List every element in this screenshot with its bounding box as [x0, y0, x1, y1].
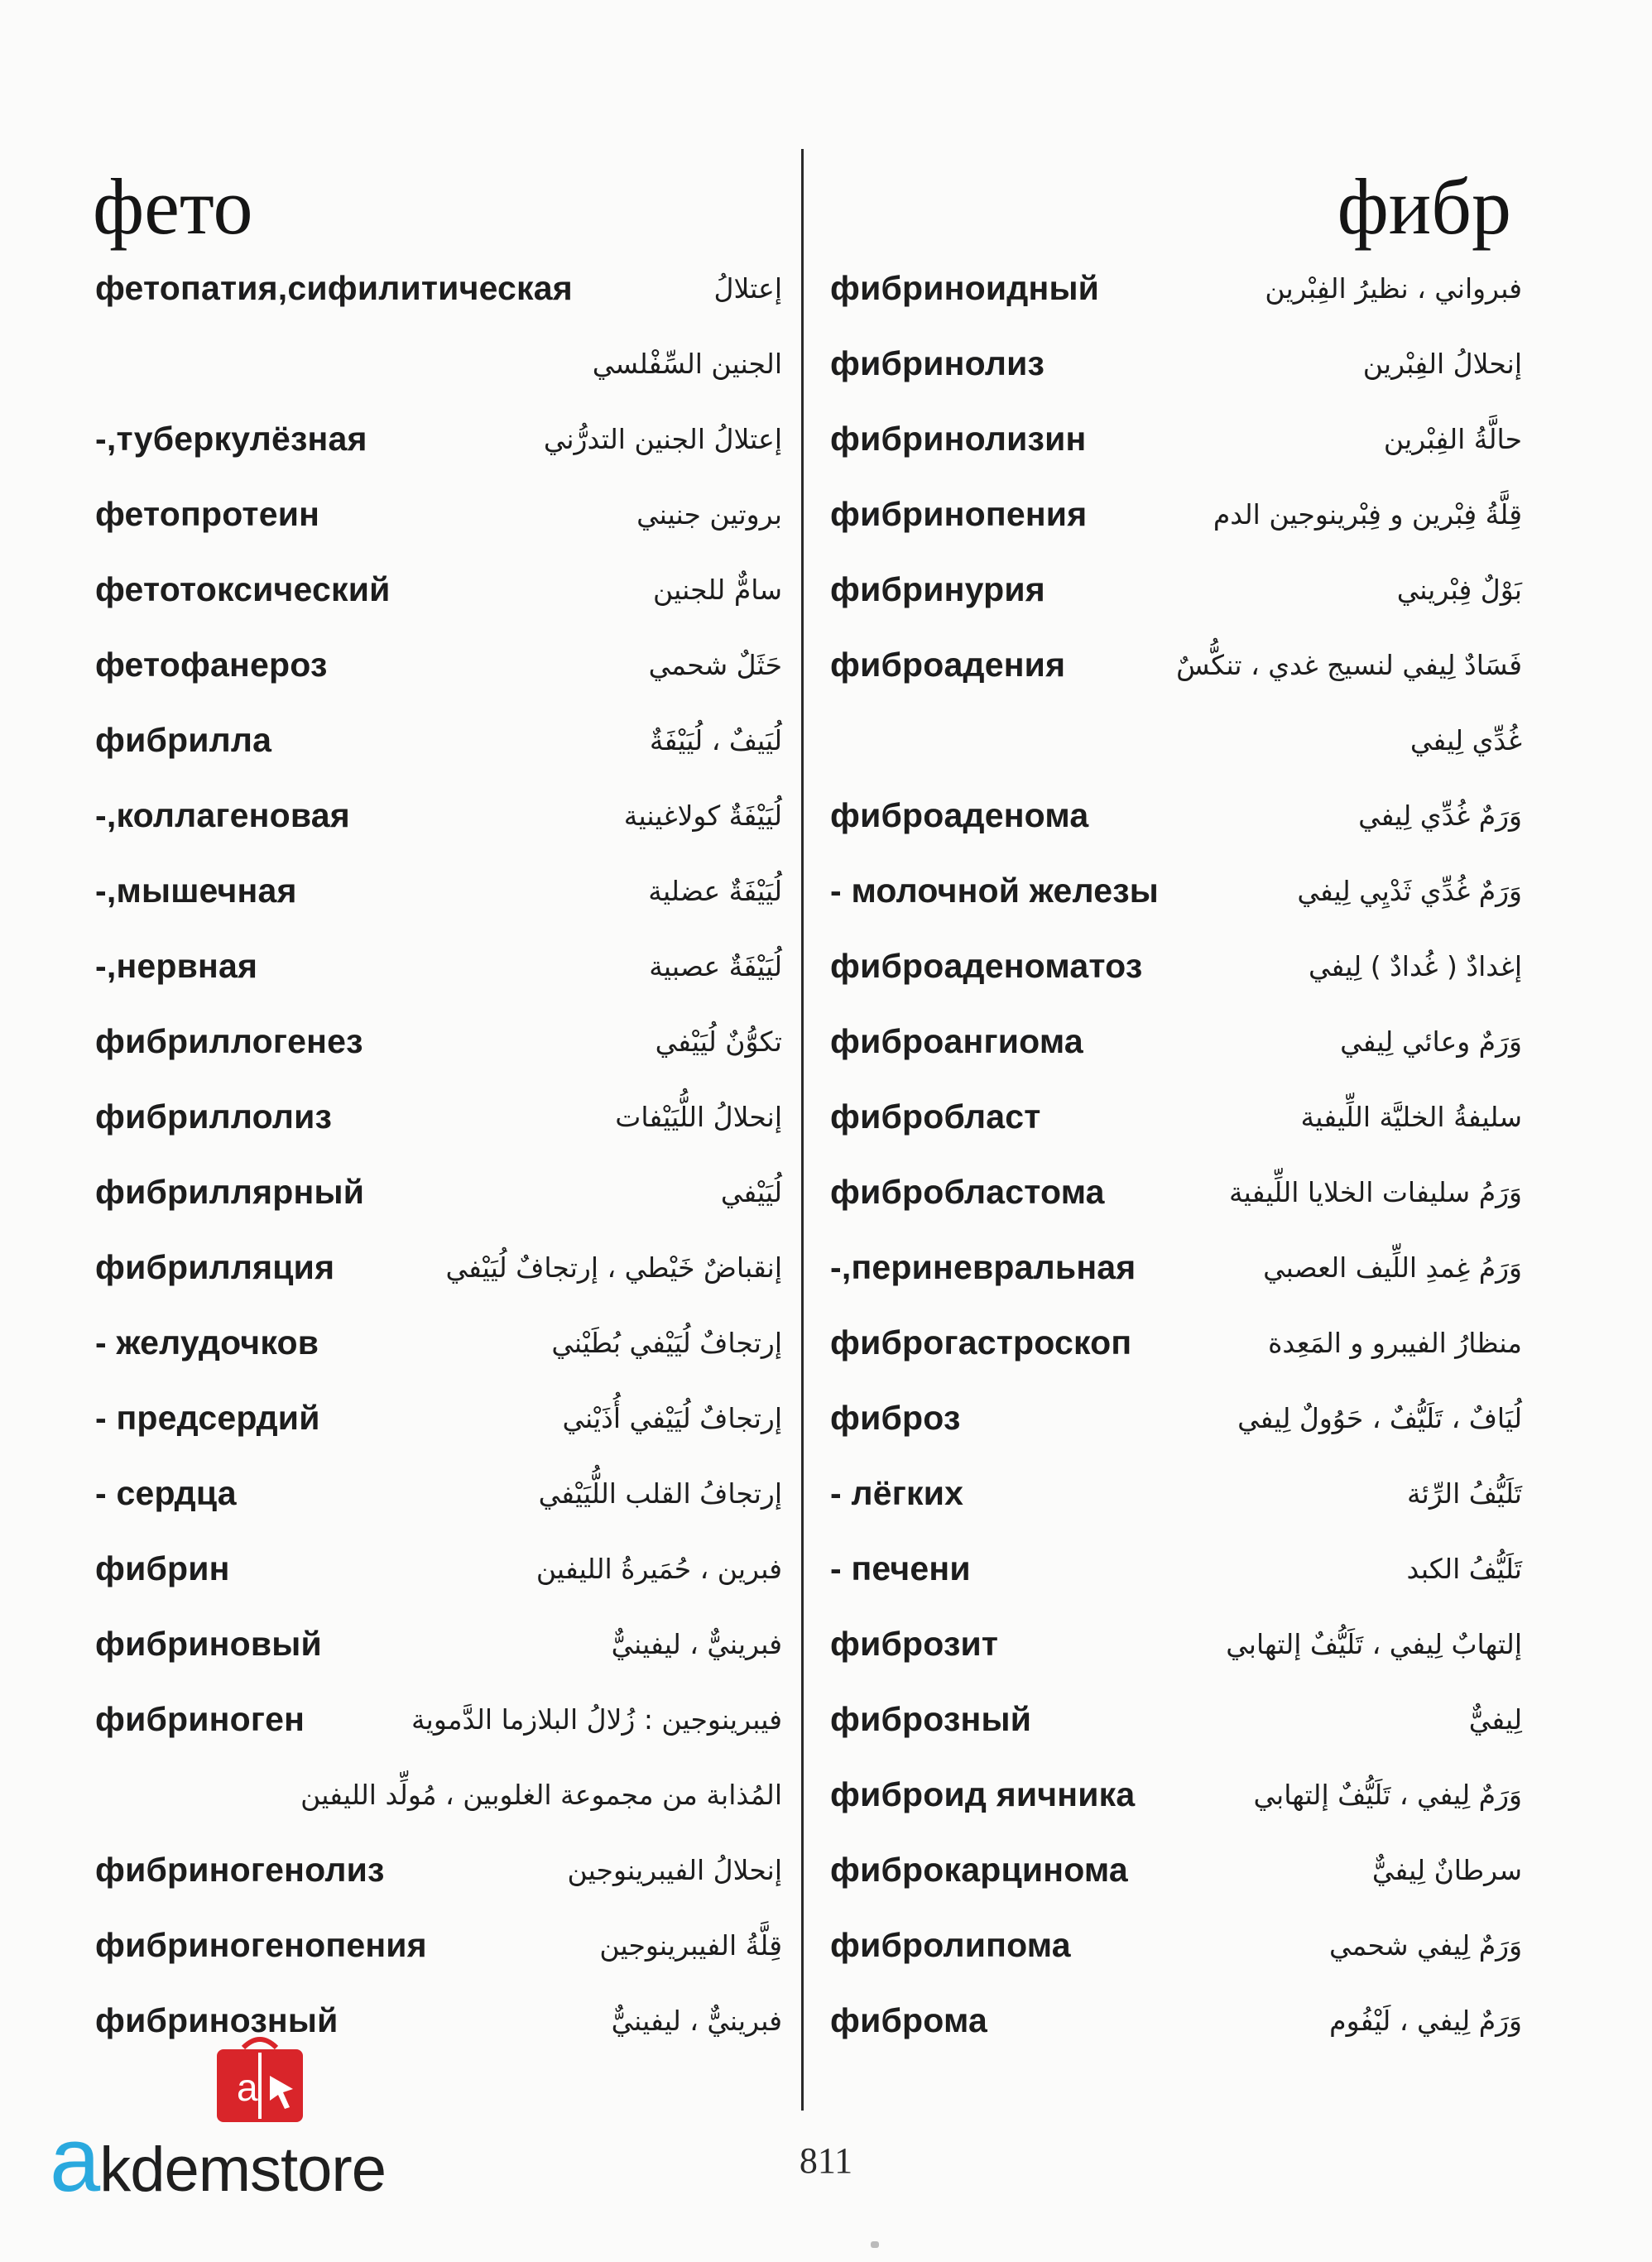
arabic-translation: سامٌّ للجنين [653, 574, 782, 606]
russian-term: фибрилляция [95, 1248, 335, 1286]
arabic-translation: منظارُ الفيبرو و المَعِدة [1268, 1327, 1522, 1359]
arabic-translation: لِيفيٌّ [1468, 1703, 1522, 1736]
arabic-translation: غُدِّي لِيفي [1409, 724, 1522, 756]
russian-term: фибриллярный [95, 1173, 365, 1211]
arabic-translation: إعتلالُ الجنين التدرُّني [543, 423, 782, 455]
dictionary-entry [95, 1832, 782, 1908]
russian-term: фетофанероз [95, 646, 328, 684]
dictionary-entry [830, 778, 1522, 853]
russian-term: фетопротеин [95, 495, 320, 533]
russian-term: фибринолиз [830, 344, 1045, 382]
russian-term: фиброаденома [830, 796, 1089, 834]
arabic-translation: إنحلالُ اللُّيَيْفات [615, 1101, 782, 1133]
store-logo [50, 2036, 497, 2218]
dictionary-entry [95, 929, 782, 1004]
arabic-translation: إلتهابٌ لِيفي ، تَلَيُّفٌ إلتهابي [1226, 1628, 1522, 1660]
dictionary-entry [95, 1606, 782, 1682]
arabic-translation: إرتجافٌ لُيَيْفي بُطَيْني [551, 1327, 782, 1359]
dictionary-entry [95, 703, 782, 778]
russian-term: фиброма [830, 2001, 987, 2039]
arabic-translation: تكوُّنٌ لُيَيْفي [655, 1025, 782, 1058]
arabic-translation: وَرَمٌ لِيفي ، لَيْفُوم [1329, 2005, 1522, 2037]
dictionary-entry [830, 1155, 1522, 1230]
left-column [95, 251, 782, 2058]
dictionary-entry [95, 1682, 782, 1757]
arabic-translation: إعتلالُ [713, 272, 782, 305]
russian-term: фибролипома [830, 1926, 1071, 1964]
arabic-translation: وَرَمٌ غُدِّي لِيفي [1358, 800, 1522, 832]
russian-term: -,мышечная [95, 872, 297, 910]
russian-term: фиброз [830, 1399, 961, 1437]
dictionary-entry [95, 477, 782, 552]
arabic-translation: وَرَمٌ وعائي لِيفي [1340, 1025, 1522, 1058]
logo-wordmark [50, 2109, 386, 2211]
dictionary-entry [830, 401, 1522, 477]
russian-term: фиброкарцинома [830, 1851, 1128, 1889]
arabic-translation: إرتجافُ القلب اللُّيَيْفي [538, 1477, 782, 1510]
arabic-translation: فبرينيٌّ ، ليفينيٌّ [611, 1628, 782, 1660]
column-divider [801, 149, 804, 2111]
dictionary-entry [95, 1456, 782, 1531]
russian-term: фетопатия,сифилитическая [95, 269, 573, 307]
russian-term: фиброзит [830, 1625, 999, 1663]
russian-term: -,туберкулёзная [95, 420, 367, 458]
russian-term: - лёгких [830, 1474, 964, 1512]
russian-term: -,периневральная [830, 1248, 1136, 1286]
dictionary-entry [830, 1908, 1522, 1983]
dictionary-entry [830, 853, 1522, 929]
russian-term: фибринопения [830, 495, 1088, 533]
dictionary-entry [830, 552, 1522, 627]
dictionary-entry [830, 627, 1522, 703]
dictionary-entry [95, 1155, 782, 1230]
russian-term: фиброгастроскоп [830, 1323, 1132, 1362]
russian-term: фибрилла [95, 721, 272, 759]
arabic-translation: لُيَافٌ ، تَلَيُّفٌ ، حَوُولٌ لِيفي [1237, 1402, 1522, 1434]
dictionary-entry [95, 552, 782, 627]
arabic-translation: سرطانٌ لِيفيٌّ [1371, 1854, 1522, 1886]
dictionary-entry [95, 326, 782, 401]
dictionary-entry [830, 929, 1522, 1004]
arabic-translation: وَرَمُ سليفات الخلايا اللِّيفية [1228, 1176, 1522, 1208]
russian-term: - сердца [95, 1474, 237, 1512]
russian-term: -,нервная [95, 947, 258, 985]
dictionary-entry [95, 627, 782, 703]
russian-term: - желудочков [95, 1323, 319, 1362]
russian-term: фибриновый [95, 1625, 322, 1663]
dictionary-entry [95, 853, 782, 929]
arabic-translation: إنقباضٌ خَيْطي ، إرتجافٌ لُيَيْفي [445, 1251, 782, 1284]
right-column [830, 251, 1522, 2058]
russian-term: фибриноидный [830, 269, 1100, 307]
arabic-translation: لُيَيْفي [720, 1176, 782, 1208]
arabic-translation: فبرينيٌّ ، ليفينيٌّ [611, 2005, 782, 2037]
arabic-translation: سليفةُ الخليَّة اللِّيفية [1300, 1101, 1522, 1133]
arabic-translation: قِلَّةُ الفيبرينوجين [599, 1929, 782, 1962]
right-header-word: фибр [1337, 162, 1511, 251]
dictionary-entry [830, 1230, 1522, 1305]
russian-term: фибриллолиз [95, 1097, 333, 1136]
arabic-translation: لُيَيْفَةٌ كولاغينية [623, 800, 782, 832]
logo-text-rest: kdemstore [99, 2135, 386, 2205]
russian-term: фибриноген [95, 1700, 305, 1738]
arabic-translation: حالَّةُ الفِبْرين [1383, 423, 1522, 455]
dictionary-entry [830, 1456, 1522, 1531]
dictionary-entry [95, 778, 782, 853]
dictionary-entry [830, 1606, 1522, 1682]
arabic-translation: حَثَلٌ شحمي [648, 649, 782, 681]
arabic-translation: إنحلالُ الفِبْرين [1362, 348, 1522, 380]
dictionary-entry [95, 1305, 782, 1381]
dictionary-entry [95, 1004, 782, 1079]
russian-term: фиброаденоматоз [830, 947, 1143, 985]
scan-speck [871, 2241, 879, 2248]
arabic-translation: وَرَمُ غِمدِ اللِّيف العصبي [1263, 1251, 1522, 1284]
arabic-translation: إنحلالُ الفيبرينوجين [567, 1854, 782, 1886]
dictionary-entry [830, 1983, 1522, 2058]
russian-term: фибриногенопения [95, 1926, 427, 1964]
russian-term: фиброадения [830, 646, 1066, 684]
dictionary-entry [830, 477, 1522, 552]
page-number: 811 [799, 2140, 853, 2181]
russian-term: фиброзный [830, 1700, 1032, 1738]
arabic-translation: المُذابة من مجموعة الغلوبين ، مُولِّد الليفين [300, 1779, 782, 1811]
dictionary-entry [95, 1757, 782, 1832]
dictionary-entry [95, 1230, 782, 1305]
russian-term: фибробласт [830, 1097, 1041, 1136]
arabic-translation: لُيَيْفَةٌ عضلية [648, 875, 782, 907]
russian-term: - предсердий [95, 1399, 320, 1437]
dictionary-entry [830, 1832, 1522, 1908]
dictionary-entry [830, 326, 1522, 401]
dictionary-entry [95, 1079, 782, 1155]
dictionary-entry [95, 401, 782, 477]
left-header-word: фето [93, 162, 253, 251]
dictionary-entry [830, 1757, 1522, 1832]
arabic-translation: قِلَّةُ فِبْرين و فِبْرينوجين الدم [1213, 498, 1522, 531]
arabic-translation: فَسَادٌ لِيفي لنسيج غدي ، تنكُّسٌ [1176, 649, 1522, 681]
russian-term: фибрин [95, 1549, 230, 1587]
dictionary-entry [830, 1682, 1522, 1757]
arabic-translation: الجنين السِّفْلسي [592, 348, 782, 380]
dictionary-entry [830, 1381, 1522, 1456]
dictionary-entry [95, 1381, 782, 1456]
logo-icon-letter: a [237, 2066, 258, 2109]
dictionary-entry [830, 1079, 1522, 1155]
russian-term: фетотоксический [95, 570, 391, 608]
russian-term: - молочной железы [830, 872, 1160, 910]
arabic-translation: فيبرينوجين : زُلالُ البلازما الدَّموية [411, 1703, 782, 1736]
russian-term: фибринурия [830, 570, 1045, 608]
dictionary-entry [95, 1531, 782, 1606]
dictionary-entry [830, 1305, 1522, 1381]
russian-term: фиброид яичника [830, 1775, 1136, 1813]
arabic-translation: وَرَمٌ لِيفي ، تَلَيُّفٌ إلتهابي [1253, 1779, 1522, 1811]
arabic-translation: إرتجافٌ لُيَيْفي أُذَيْني [562, 1402, 782, 1434]
russian-term: фибринолизин [830, 420, 1087, 458]
logo-letter-a: a [50, 2109, 100, 2211]
russian-term: фибринозный [95, 2001, 339, 2039]
arabic-translation: فبرين ، حُمَيرةُ الليفين [535, 1553, 782, 1585]
arabic-translation: وَرَمٌ لِيفي شحمي [1328, 1929, 1522, 1962]
russian-term: -,коллагеновая [95, 796, 350, 834]
arabic-translation: لُيَيْفَةٌ عصبية [649, 950, 782, 982]
arabic-translation: لُيَيفٌ ، لُيَيْفَةٌ [649, 724, 782, 756]
arabic-translation: فبرواني ، نظيرُ الفِبْرين [1265, 272, 1522, 305]
dictionary-entry [95, 1908, 782, 1983]
book-cart-icon [212, 2036, 308, 2129]
arabic-translation: وَرَمٌ غُدِّي ثَدْيِي لِيفي [1297, 875, 1522, 907]
dictionary-entry [830, 703, 1522, 778]
russian-term: фиброангиома [830, 1022, 1083, 1060]
arabic-translation: بَوْلٌ فِبْريني [1396, 574, 1522, 606]
arabic-translation: تَلَيُّفُ الكبد [1406, 1553, 1522, 1585]
dictionary-entry [95, 251, 782, 326]
arabic-translation: بروتين جنيني [636, 498, 782, 531]
russian-term: фибриногенолиз [95, 1851, 385, 1889]
dictionary-entry [830, 251, 1522, 326]
arabic-translation: تَلَيُّفُ الرِّئة [1406, 1477, 1522, 1510]
dictionary-entry [830, 1004, 1522, 1079]
russian-term: - печени [830, 1549, 971, 1587]
arabic-translation: إغدادٌ ( غُدادٌ ) لِيفي [1309, 950, 1522, 982]
dictionary-entry [830, 1531, 1522, 1606]
russian-term: фибриллогенез [95, 1022, 363, 1060]
russian-term: фибробластома [830, 1173, 1105, 1211]
